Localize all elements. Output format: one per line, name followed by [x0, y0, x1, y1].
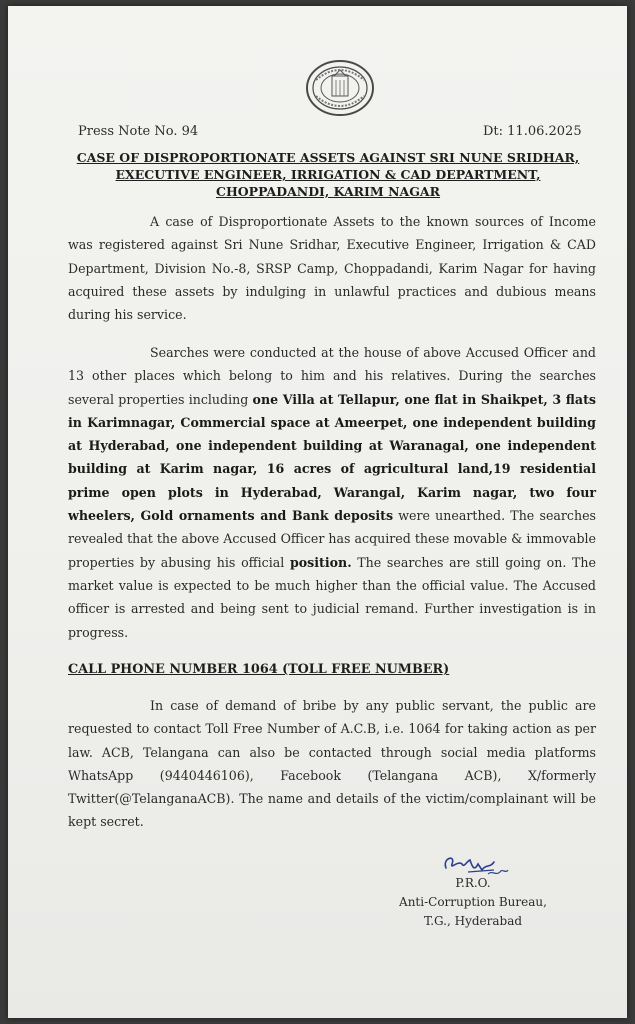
paragraph-2-position: position. [289, 554, 352, 570]
document-title [68, 149, 588, 200]
title-line-1: CASE OF DISPROPORTIONATE ASSETS AGAINST SRI NUNE SRIDHAR, [76, 150, 580, 165]
call-phone-heading: CALL PHONE NUMBER 1064 (TOLL FREE NUMBER) [68, 662, 450, 677]
paragraph-2-intro: Searches were conducted at the house of above Accused Officer and 13 other places which belong to him and his relatives. During the searches several properties including [68, 345, 596, 407]
signature-block [388, 874, 558, 931]
press-note-page [8, 6, 627, 1018]
paragraph-2-end: The searches are still going on. The market value is expected to be much higher than the official value. The Accused officer is arrested and being sent to judicial remand. Further investigation is in progress. [68, 554, 596, 640]
paragraph-case-registered [68, 210, 596, 326]
signatory-role: P.R.O. [455, 876, 491, 890]
signatory-organization: Anti-Corruption Bureau, [399, 895, 547, 909]
paragraph-3-text: In case of demand of bribe by any public servant, the public are requested to contact Toll Free Number of A.C.B, i.e. 1064 for taking action as per law. ACB, Telangana can also be contacted through social media platforms WhatsApp (9440446106), Facebook (Telangana ACB), X/formerly Twitter(@TelanganaACB). The name and details of the victim/complainant will be kept secret. [68, 698, 596, 830]
press-note-number: Press Note No. 94 [78, 124, 199, 139]
paragraph-2-properties: one Villa at Tellapur, one flat in Shaikpet, 3 flats in Karimnagar, Commercial space at Ameerpet, one independent building at Hyderabad, one independent building at Waranagal, one independent building at Karim nagar, 16 acres of agricultural land,19 residential prime open plots in Hyderabad, Warangal, Karim nagar, two four wheelers, Gold ornaments and Bank deposits [68, 391, 596, 524]
paragraph-2-mid: were unearthed. The searches revealed that the above Accused Officer has acquired these movable & immovable properties by abusing his official [68, 508, 597, 570]
paragraph-1-text: A case of Disproportionate Assets to the known sources of Income was registered against Sri Nune Sridhar, Executive Engineer, Irrigation & CAD Department, Division No.-8, SRSP Camp, Choppadandi, Karim Nagar for having acquired these assets by indulging in unlawful practices and dubious means during his service. [68, 214, 596, 323]
title-line-3: CHOPPADANDI, KARIM NAGAR [216, 184, 440, 199]
press-note-date: Dt: 11.06.2025 [483, 124, 582, 139]
signatory-place: T.G., Hyderabad [423, 914, 523, 928]
title-line-2: EXECUTIVE ENGINEER, IRRIGATION & CAD DEPARTMENT, [115, 167, 541, 182]
paragraph-contact-acb [68, 694, 596, 834]
government-seal-icon [304, 58, 376, 118]
paragraph-searches [68, 341, 596, 644]
